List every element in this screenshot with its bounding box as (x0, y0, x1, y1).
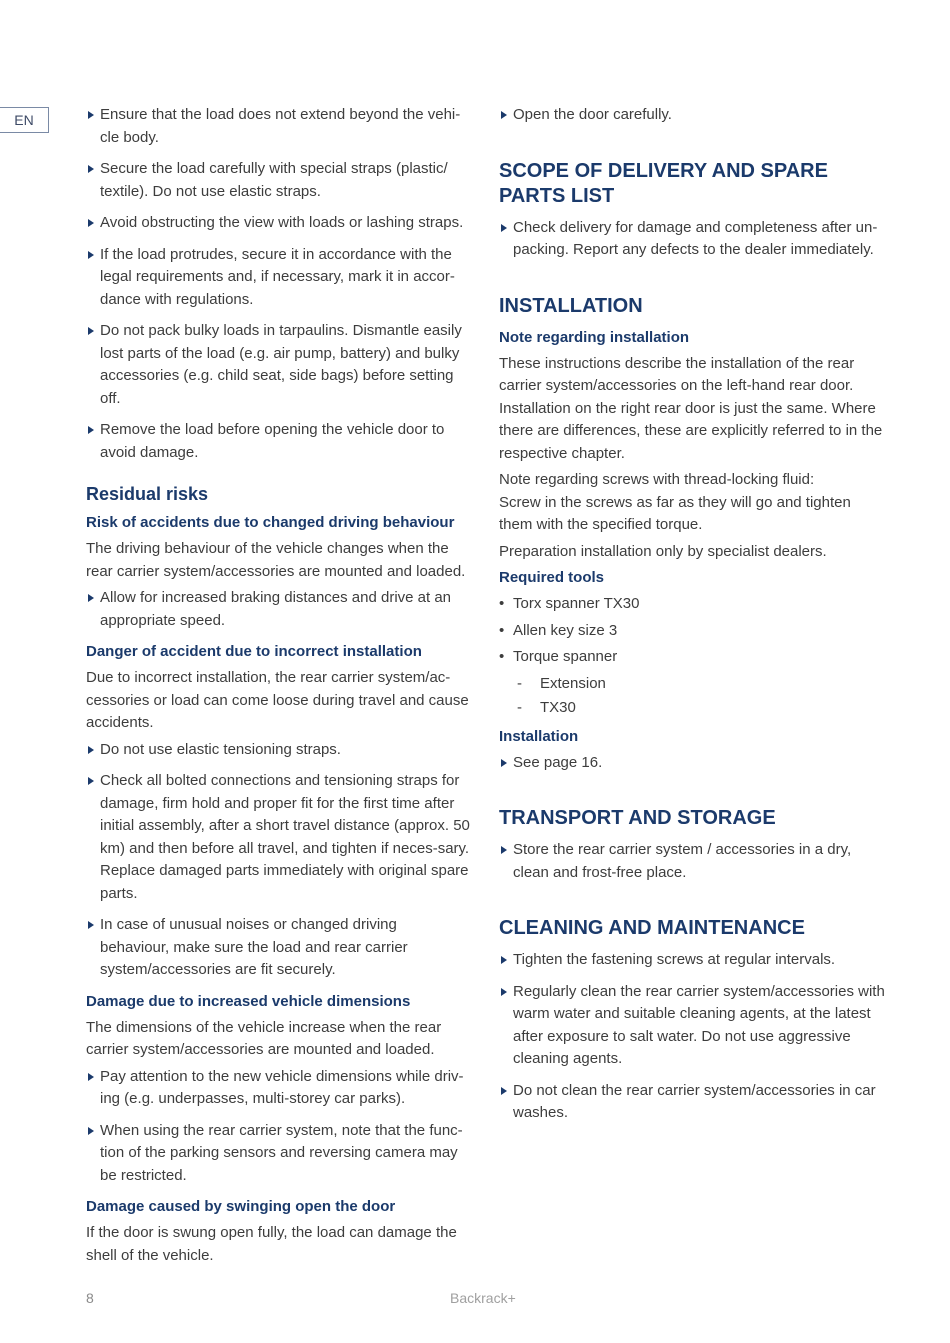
risk-heading: Damage caused by swinging open the door (86, 1198, 396, 1215)
bullet-item: Secure the load carefully with special straps (plastic/ textile). Do not use elastic straps. (86, 158, 470, 203)
risk-text: If the door is swung open fully, the load can damage the shell of the vehicle. (86, 1224, 457, 1264)
left-column (86, 104, 470, 1271)
subtool-item: - Extension (499, 673, 885, 696)
bullet-item: Pay attention to the new vehicle dimensions while driv-ing (e.g. underpasses, multi-storey car parks). (86, 1066, 470, 1111)
transport-heading: TRANSPORT AND STORAGE (499, 807, 776, 829)
brand-name: Backrack+ (450, 1290, 516, 1306)
triangle-bullet-icon (88, 1127, 94, 1135)
bullet-item: Do not use elastic tensioning straps. (86, 739, 470, 762)
bullet-item: Avoid obstructing the view with loads or lashing straps. (86, 212, 470, 235)
bullet-item: Do not pack bulky loads in tarpaulins. Dismantle easily lost parts of the load (e.g. air pump, battery) and bulky accessories (e.g. child seat, side bags) before setting off. (86, 320, 470, 410)
screws-note-text: Screw in the screws as far as they will go and tighten them with the specified torque. (499, 493, 851, 533)
triangle-bullet-icon (88, 921, 94, 929)
installation-subheading: Installation (499, 727, 579, 745)
tool-item: • Torx spanner TX30 (499, 593, 885, 616)
risk-heading: Damage due to increased vehicle dimensions (86, 992, 411, 1010)
triangle-bullet-icon (501, 111, 507, 119)
triangle-bullet-icon (501, 1087, 507, 1095)
triangle-bullet-icon (88, 219, 94, 227)
triangle-bullet-icon (501, 759, 507, 767)
bullet-item: Check delivery for damage and completeness after un-packing. Report any defects to the dealer immediately. (499, 217, 885, 262)
triangle-bullet-icon (501, 224, 507, 232)
cleaning-heading: CLEANING AND MAINTENANCE (499, 917, 805, 939)
triangle-bullet-icon (88, 777, 94, 785)
triangle-bullet-icon (88, 426, 94, 434)
bullet-item: Do not clean the rear carrier system/accessories in car washes. (499, 1080, 885, 1125)
risk-heading: Risk of accidents due to changed driving behaviour (86, 514, 455, 531)
page-number: 8 (86, 1290, 94, 1306)
required-tools-heading: Required tools (499, 569, 605, 586)
risk-text: The dimensions of the vehicle increase when the rear carrier system/accessories are mounted and loaded. (86, 1018, 442, 1058)
dash-bullet-icon: - (517, 699, 522, 716)
bullet-item: If the load protrudes, secure it in accordance with the legal requirements and, if necessary, mark it in accor-dance with regulations. (86, 244, 470, 312)
bullet-item: Check all bolted connections and tensioning straps for damage, firm hold and proper fit for the first time after initial assembly, after a short travel distance (approx. 50 km) and then before all travel, and tighten if neces-sary. Replace damaged parts immediately with original spare parts. (86, 770, 470, 905)
note-text: These instructions describe the installation of the rear carrier system/accessories on the left-hand rear door. Installation on the right rear door is just the same. Where there are differences, these are explicitly referred to in the respective chapter. (499, 354, 883, 462)
residual-risks-heading: Residual risks (86, 484, 209, 504)
bullet-item: In case of unusual noises or changed driving behaviour, make sure the load and rear carrier system/accessories are fit securely. (86, 914, 470, 982)
bullet-item: Allow for increased braking distances and drive at an appropriate speed. (86, 587, 470, 632)
risk-text: Due to incorrect installation, the rear carrier system/ac-cessories or load can come loose during travel and cause accidents. (86, 669, 469, 731)
note-heading: Note regarding installation (499, 328, 690, 346)
triangle-bullet-icon (88, 111, 94, 119)
right-column (499, 104, 885, 1134)
triangle-bullet-icon (88, 251, 94, 259)
triangle-bullet-icon (88, 327, 94, 335)
bullet-item: Store the rear carrier system / accessories in a dry, clean and frost-free place. (499, 839, 885, 884)
dot-bullet-icon: • (499, 648, 505, 665)
preparation-text: Preparation installation only by specialist dealers. (499, 542, 827, 560)
triangle-bullet-icon (88, 1073, 94, 1081)
bullet-item: Remove the load before opening the vehicle door to avoid damage. (86, 419, 470, 464)
subtool-item: - TX30 (499, 697, 885, 720)
language-tab: EN (0, 107, 49, 133)
risk-heading: Danger of accident due to incorrect installation (86, 643, 422, 660)
dot-bullet-icon: • (499, 621, 505, 639)
triangle-bullet-icon (501, 846, 507, 854)
triangle-bullet-icon (88, 165, 94, 173)
tool-item: • Allen key size 3 (499, 620, 885, 643)
bullet-item: Open the door carefully. (499, 104, 885, 127)
bullet-item: See page 16. (499, 752, 885, 775)
triangle-bullet-icon (88, 746, 94, 754)
dot-bullet-icon: • (499, 595, 505, 612)
bullet-item: When using the rear carrier system, note that the func-tion of the parking sensors and reversing camera may be restricted. (86, 1120, 470, 1188)
triangle-bullet-icon (88, 594, 94, 602)
scope-heading: SCOPE OF DELIVERY AND SPARE PARTS LIST (499, 159, 828, 207)
installation-heading: INSTALLATION (499, 294, 643, 317)
screws-note-line: Note regarding screws with thread-locking fluid: (499, 471, 815, 488)
risk-text: The driving behaviour of the vehicle changes when the rear carrier system/accessories are mounted and loaded. (86, 540, 466, 580)
tool-item: • Torque spanner (499, 646, 885, 669)
triangle-bullet-icon (501, 956, 507, 964)
bullet-item: Regularly clean the rear carrier system/accessories with warm water and suitable cleaning agents, at the latest after exposure to salt water. Do not use aggressive cleaning agents. (499, 981, 885, 1071)
dash-bullet-icon: - (517, 674, 522, 692)
bullet-item: Tighten the fastening screws at regular intervals. (499, 949, 885, 972)
triangle-bullet-icon (501, 988, 507, 996)
bullet-item: Ensure that the load does not extend beyond the vehi-cle body. (86, 104, 470, 149)
